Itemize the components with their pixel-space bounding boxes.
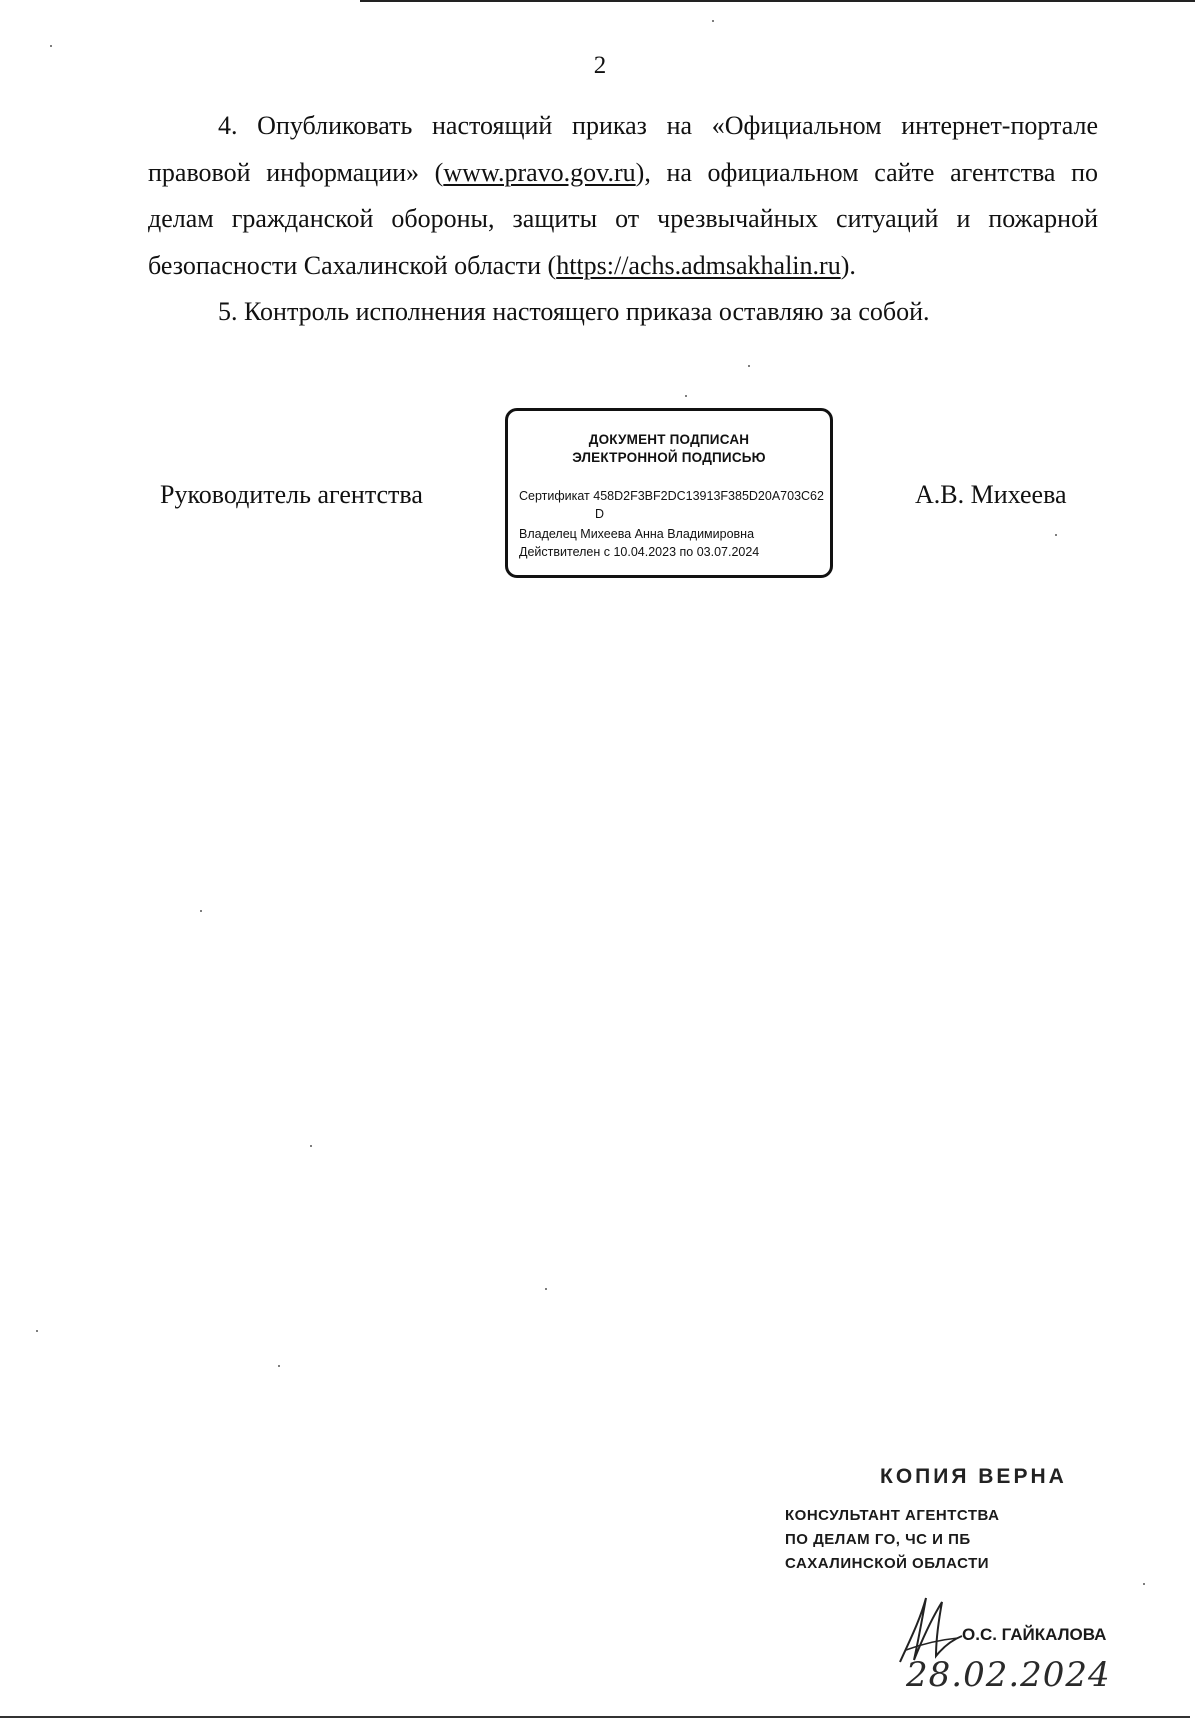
scan-speck <box>712 20 714 22</box>
bottom-rule <box>0 1716 1190 1718</box>
scan-speck <box>36 1330 38 1332</box>
copy-stamp-date: 28.02.2024 <box>906 1655 1111 1695</box>
scan-speck <box>1055 534 1057 536</box>
scan-speck <box>310 1145 312 1147</box>
stamp-title: ДОКУМЕНТ ПОДПИСАН ЭЛЕКТРОННОЙ ПОДПИСЬЮ <box>572 432 766 465</box>
link-achs[interactable]: https://achs.admsakhalin.ru <box>556 250 841 280</box>
scan-speck <box>1143 1583 1145 1585</box>
scan-speck <box>200 910 202 912</box>
scan-speck <box>50 45 52 47</box>
copy-stamp-line3: САХАЛИНСКОЙ ОБЛАСТИ <box>785 1555 990 1572</box>
page-number: 2 <box>593 52 607 79</box>
copy-stamp-name: О.С. ГАЙКАЛОВА <box>962 1625 1107 1644</box>
stamp-owner: Владелец Михеева Анна Владимировна <box>519 527 755 541</box>
scan-speck <box>748 365 750 367</box>
link-pravo[interactable]: www.pravo.gov.ru <box>443 157 636 187</box>
stamp-certificate: Сертификат 458D2F3BF2DC13913F385D20A703C62 <box>519 489 824 503</box>
scan-speck <box>278 1365 280 1367</box>
copy-stamp-line2: ПО ДЕЛАМ ГО, ЧС И ПБ <box>785 1531 971 1548</box>
scan-speck <box>685 395 687 397</box>
scan-speck <box>545 1288 547 1290</box>
document-body <box>148 103 1098 336</box>
stamp-certificate-cont: D <box>595 507 605 521</box>
signatory-role: Руководитель агентства <box>160 480 423 509</box>
top-rule <box>360 0 1195 2</box>
electronic-signature-stamp <box>505 408 833 578</box>
paragraph-4: 4. Опубликовать настоящий приказ на «Официальном интернет-портале правовой информации» (www.pravo.gov.ru), на официальном сайте агентства по делам гражданской обороны, защиты от чрезвычайных ситуаций и пожарной безопасности Сахалинской области (https://achs.admsakhalin.ru). <box>148 111 1098 280</box>
copy-stamp-title: КОПИЯ ВЕРНА <box>880 1465 1067 1488</box>
signatory-name: А.В. Михеева <box>915 480 1067 509</box>
copy-certification-stamp <box>780 1455 1110 1705</box>
copy-stamp-line1: КОНСУЛЬТАНТ АГЕНТСТВА <box>785 1507 1000 1524</box>
stamp-validity: Действителен с 10.04.2023 по 03.07.2024 <box>519 545 760 559</box>
paragraph-5: 5. Контроль исполнения настоящего приказа оставляю за собой. <box>218 297 930 326</box>
